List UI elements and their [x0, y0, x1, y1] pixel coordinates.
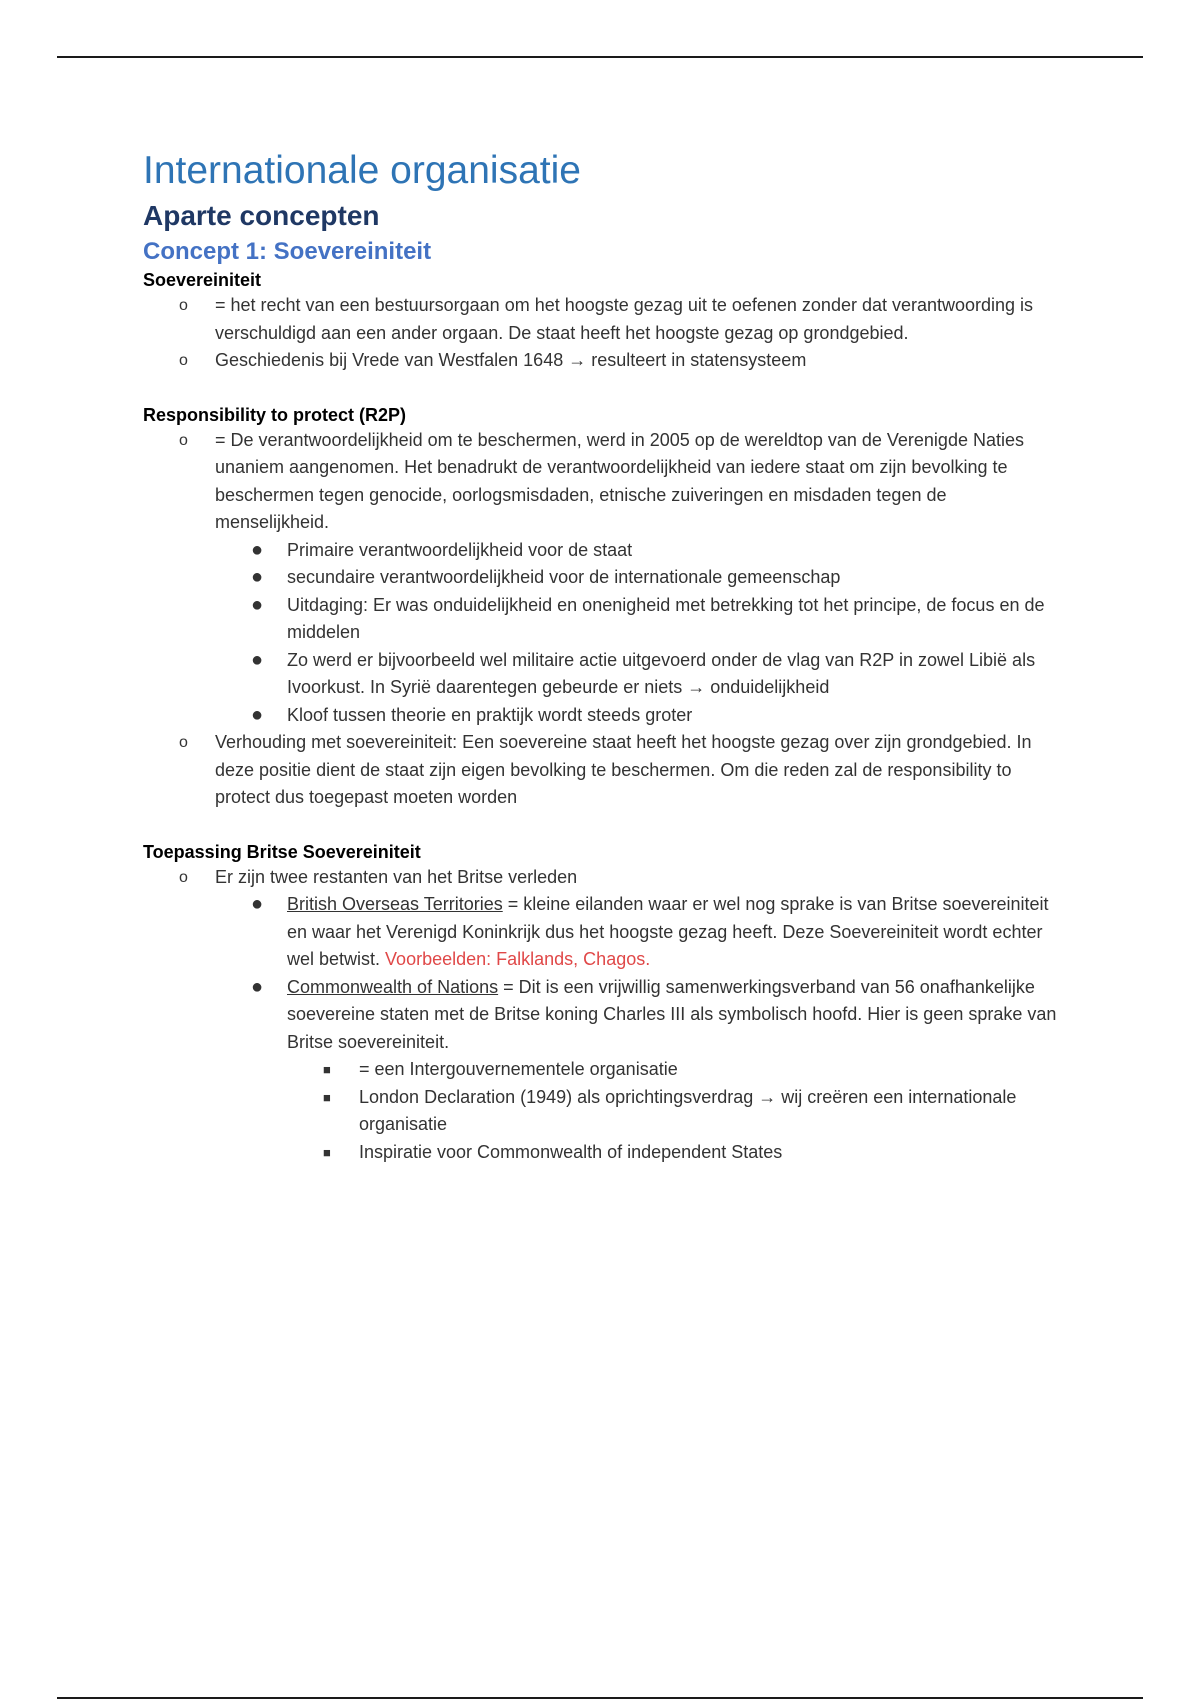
section-title: Aparte concepten [143, 200, 380, 231]
sub-list-item [143, 564, 1063, 592]
list-item-text: Er zijn twee restanten van het Britse verleden [215, 866, 578, 887]
square-bullet-icon: ■ [323, 1089, 331, 1105]
list-item [143, 292, 1063, 347]
definition-text: = kleine eilanden waar er wel nog sprake is van Britse soevereiniteit en waar het Verenigd Koninkrijk dus het hoogste gezag heeft. Deze Soevereiniteit wordt echter wel betwist. [287, 894, 1049, 969]
concept-title: Concept 1: Soevereiniteit [143, 238, 432, 265]
list-item-text: Verhouding met soevereiniteit: Een soevereine staat heeft het hoogste gezag over zijn grondgebied. In deze positie dient de staat zijn eigen bevolking te beschermen. Om die reden zal de responsibility to protect dus toegepast moeten worden [215, 732, 1032, 807]
list-item [143, 864, 1063, 1167]
list-item-text: = De verantwoordelijkheid om te beschermen, werd in 2005 op de wereldtop van de Verenigde Naties unaniem aangenomen. Het benadrukt de verantwoordelijkheid van iedere staat om zijn bevolking te beschermen tegen genocide, oorlogsmisdaden, etnische zuiveringen en misdaden tegen de menselijkheid. [215, 429, 1024, 532]
examples-text: Voorbeelden: Falklands, Chagos. [385, 949, 651, 969]
sub-list-item-text: Uitdaging: Er was onduidelijkheid en onenigheid met betrekking tot het principe, de focus en de middelen [287, 594, 1045, 642]
square-bullet-icon: ■ [323, 1144, 331, 1160]
sub-sub-list-item-text: = een Intergouvernementele organisatie [359, 1059, 678, 1079]
heading-r2p: Responsibility to protect (R2P) [143, 404, 407, 425]
sub-sub-list-item [143, 1084, 1063, 1139]
dot-bullet-icon: ● [251, 566, 264, 588]
dot-bullet-icon: ● [251, 893, 264, 915]
header-rule [57, 56, 1143, 58]
list-britse-soevereiniteit [143, 864, 1063, 1167]
footer-rule [57, 1697, 1143, 1699]
sub-sub-list-item-text: London Declaration (1949) als oprichtingsverdrag → wij creëren een internationale organisatie [359, 1086, 1017, 1134]
sub-list-item-bot [143, 891, 1063, 974]
list-item [143, 427, 1063, 730]
list-item [143, 729, 1063, 812]
circle-bullet-icon: o [179, 734, 188, 751]
sub-list-item-text: Kloof tussen theorie en praktijk wordt steeds groter [287, 704, 693, 725]
sub-list-item [143, 592, 1063, 647]
square-bullet-icon: ■ [323, 1062, 331, 1077]
dot-bullet-icon: ● [251, 975, 264, 998]
sublist-r2p [215, 537, 1063, 730]
circle-bullet-icon: o [179, 297, 188, 314]
sub-list-item-text: secundaire verantwoordelijkheid voor de internationale gemeenschap [287, 567, 841, 587]
sublist-britse-restanten [215, 891, 1063, 1166]
sub-list-item [143, 647, 1063, 702]
dot-bullet-icon: ● [251, 703, 264, 726]
heading-soevereiniteit: Soevereiniteit [143, 270, 262, 290]
sub-list-item-commonwealth [143, 974, 1063, 1167]
dot-bullet-icon: ● [251, 538, 264, 561]
document-title: Internationale organisatie [143, 149, 581, 192]
heading-britse-soevereiniteit: Toepassing Britse Soevereiniteit [143, 841, 421, 862]
circle-bullet-icon: o [179, 431, 188, 449]
sub-list-item [143, 537, 1063, 565]
sub-list-item-text: Primaire verantwoordelijkheid voor de staat [287, 539, 633, 560]
dot-bullet-icon: ● [251, 648, 264, 671]
dot-bullet-icon: ● [251, 593, 264, 616]
sub-list-item-text: Zo werd er bijvoorbeeld wel militaire actie uitgevoerd onder de vlag van R2P in zowel Libië als Ivoorkust. In Syrië daarentegen gebeurde er niets → onduidelijkheid [287, 649, 1036, 697]
term-commonwealth-of-nations: Commonwealth of Nations [287, 976, 499, 997]
circle-bullet-icon: o [179, 868, 188, 886]
sub-sub-list-item-text: Inspiratie voor Commonwealth of independent States [359, 1141, 783, 1162]
list-item [143, 347, 1063, 375]
list-item-text: Geschiedenis bij Vrede van Westfalen 1648 → resulteert in statensysteem [215, 350, 807, 370]
list-r2p [143, 427, 1063, 812]
sub-sub-list-item [143, 1139, 1063, 1167]
sub-list-item [143, 702, 1063, 730]
list-item-text: = het recht van een bestuursorgaan om het hoogste gezag uit te oefenen zonder dat verantwoording is verschuldigd aan een ander orgaan. De staat heeft het hoogste gezag op grondgebied. [215, 295, 1034, 343]
definition-text: = Dit is een vrijwillig samenwerkingsverband van 56 onafhankelijke soevereine staten met de Britse koning Charles III als symbolisch hoofd. Hier is geen sprake van Britse soevereiniteit. [287, 976, 1057, 1052]
sublist-commonwealth [287, 1056, 1063, 1166]
circle-bullet-icon: o [179, 352, 188, 369]
sub-sub-list-item [143, 1056, 1063, 1084]
document-body [143, 148, 1063, 1166]
list-soevereiniteit [143, 292, 1063, 375]
term-british-overseas-territories: British Overseas Territories [287, 894, 503, 914]
